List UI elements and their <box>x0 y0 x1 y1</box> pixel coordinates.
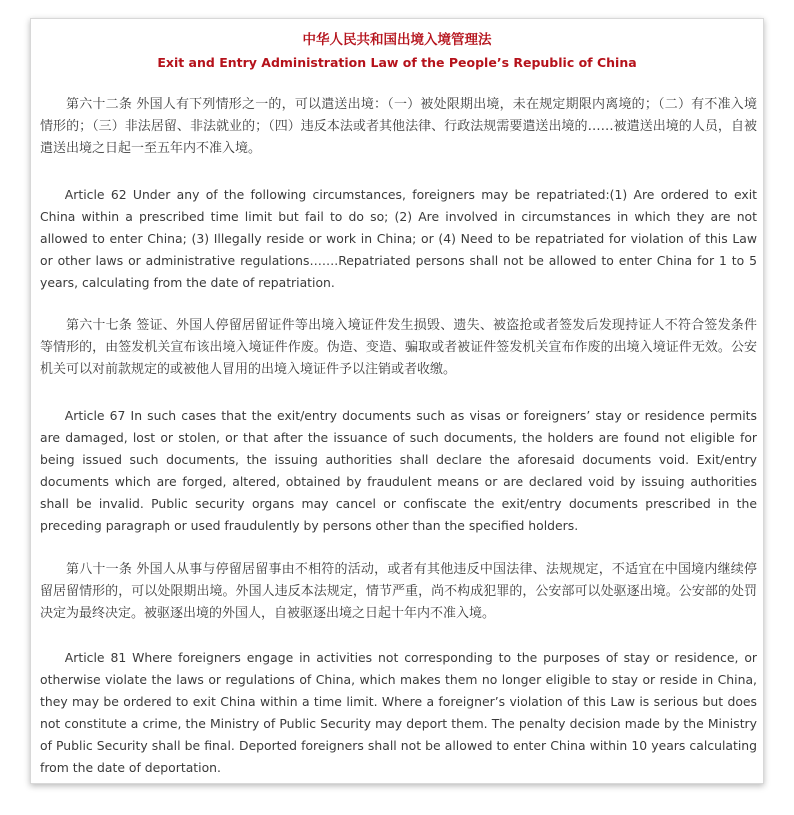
article-67-chinese: 第六十七条 签证、外国人停留居留证件等出境入境证件发生损毁、遗失、被盗抢或者签发后发现持证人不符合签发条件等情形的，由签发机关宣布该出境入境证件作废。伪造、变造、骗取或者被证件签发机关宣布作废的出境入境证件无效。公安机关可以对前款规定的或被他人冒用的出境入境证件予以注销或者收缴。 <box>40 318 757 377</box>
article-62-chinese: 第六十二条 外国人有下列情形之一的，可以遣送出境：（一）被处限期出境，未在规定期限内离境的；（二）有不准入境情形的；（三）非法居留、非法就业的；（四）违反本法或者其他法律、行政法规需要遣送出境的……被遣送出境的人员，自被遣送出境之日起一至五年内不准入境。 <box>40 97 757 156</box>
law-excerpt-panel <box>30 18 764 784</box>
article-81-english: Article 81 Where foreigners engage in activities not corresponding to the purposes of stay or residence, or otherwise violate the laws or regulations of China, which makes them no longer eligible to stay or reside in China, they may be ordered to exit China within a time limit. Where a foreigner’s violation of this Law is serious but does not constitute a crime, the Ministry of Public Security may deport them. The penalty decision made by the Ministry of Public Security shall be final. Deported foreigners shall not be allowed to enter China within 10 years calculating from the date of deportation. <box>40 650 757 775</box>
article-81-chinese: 第八十一条 外国人从事与停留居留事由不相符的活动，或者有其他违反中国法律、法规规定，不适宜在中国境内继续停留居留情形的，可以处限期出境。外国人违反本法规定，情节严重，尚不构成犯罪的，公安部可以处驱逐出境。公安部的处罚决定为最终决定。被驱逐出境的外国人，自被驱逐出境之日起十年内不准入境。 <box>40 562 757 621</box>
title-english: Exit and Entry Administration Law of the People’s Republic of China <box>157 55 637 70</box>
article-62-english: Article 62 Under any of the following circumstances, foreigners may be repatriated:(1) Are ordered to exit China within a prescribed time limit but fail to do so; (2) Are involved in circumstances in which they are not allowed to enter China; (3) Illegally reside or work in China; or (4) Need to be repatriated for violation of this Law or other laws or administrative regulations…….Repatriated persons shall not be allowed to enter China for 1 to 5 years, calculating from the date of repatriation. <box>40 187 757 290</box>
article-67-english: Article 67 In such cases that the exit/entry documents such as visas or foreigners’ stay or residence permits are damaged, lost or stolen, or that after the issuance of such documents, the holders are found not eligible for being issued such documents, the issuing authorities shall declare the aforesaid documents void. Exit/entry documents which are forged, altered, obtained by fraudulent means or are declared void by issuing authorities shall be invalid. Public security organs may cancel or confiscate the exit/entry documents prescribed in the preceding paragraph or used fraudulently by persons other than the specified holders. <box>40 408 757 533</box>
title-chinese: 中华人民共和国出境入境管理法 <box>302 32 492 48</box>
